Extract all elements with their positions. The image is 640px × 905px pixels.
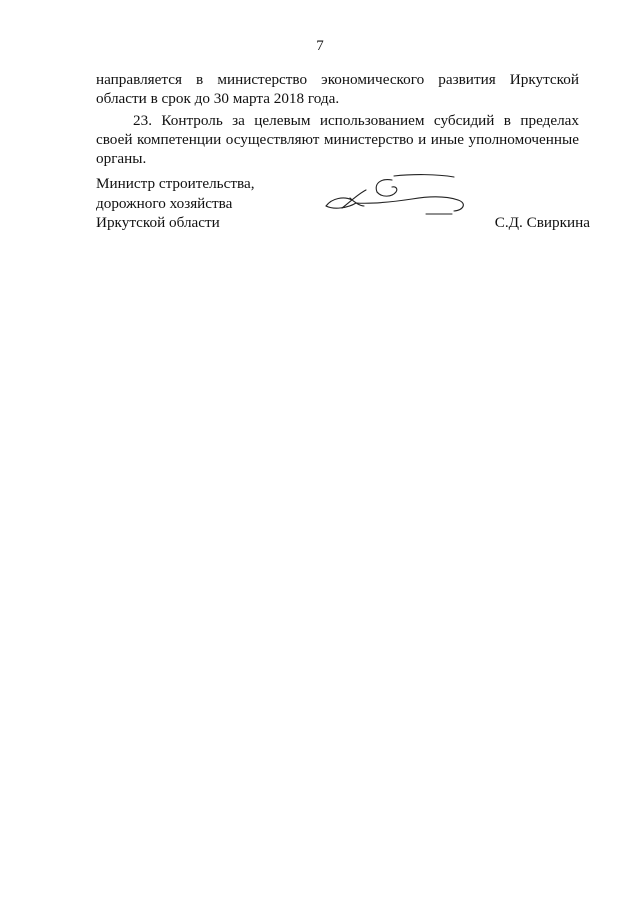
document-body xyxy=(96,70,579,168)
signer-title-line: дорожного хозяйства xyxy=(96,194,233,212)
signer-title-line: Министр строительства, xyxy=(96,175,255,192)
page-number: 7 xyxy=(316,38,324,54)
signer-title xyxy=(96,174,255,233)
paragraph-23: 23. Контроль за целевым использованием субсидий в пределах своей компетенции осуществляют министерство и иные уполномоченные органы. xyxy=(96,112,579,167)
signer-name: С.Д. Свиркина xyxy=(494,214,590,231)
handwritten-signature xyxy=(322,172,472,222)
signer-title-line: Иркутской области xyxy=(96,214,220,231)
paragraph-continuation: направляется в министерство экономического развития Иркутской области в срок до 30 марта 2018 года. xyxy=(96,71,579,107)
signature-block xyxy=(96,174,590,234)
